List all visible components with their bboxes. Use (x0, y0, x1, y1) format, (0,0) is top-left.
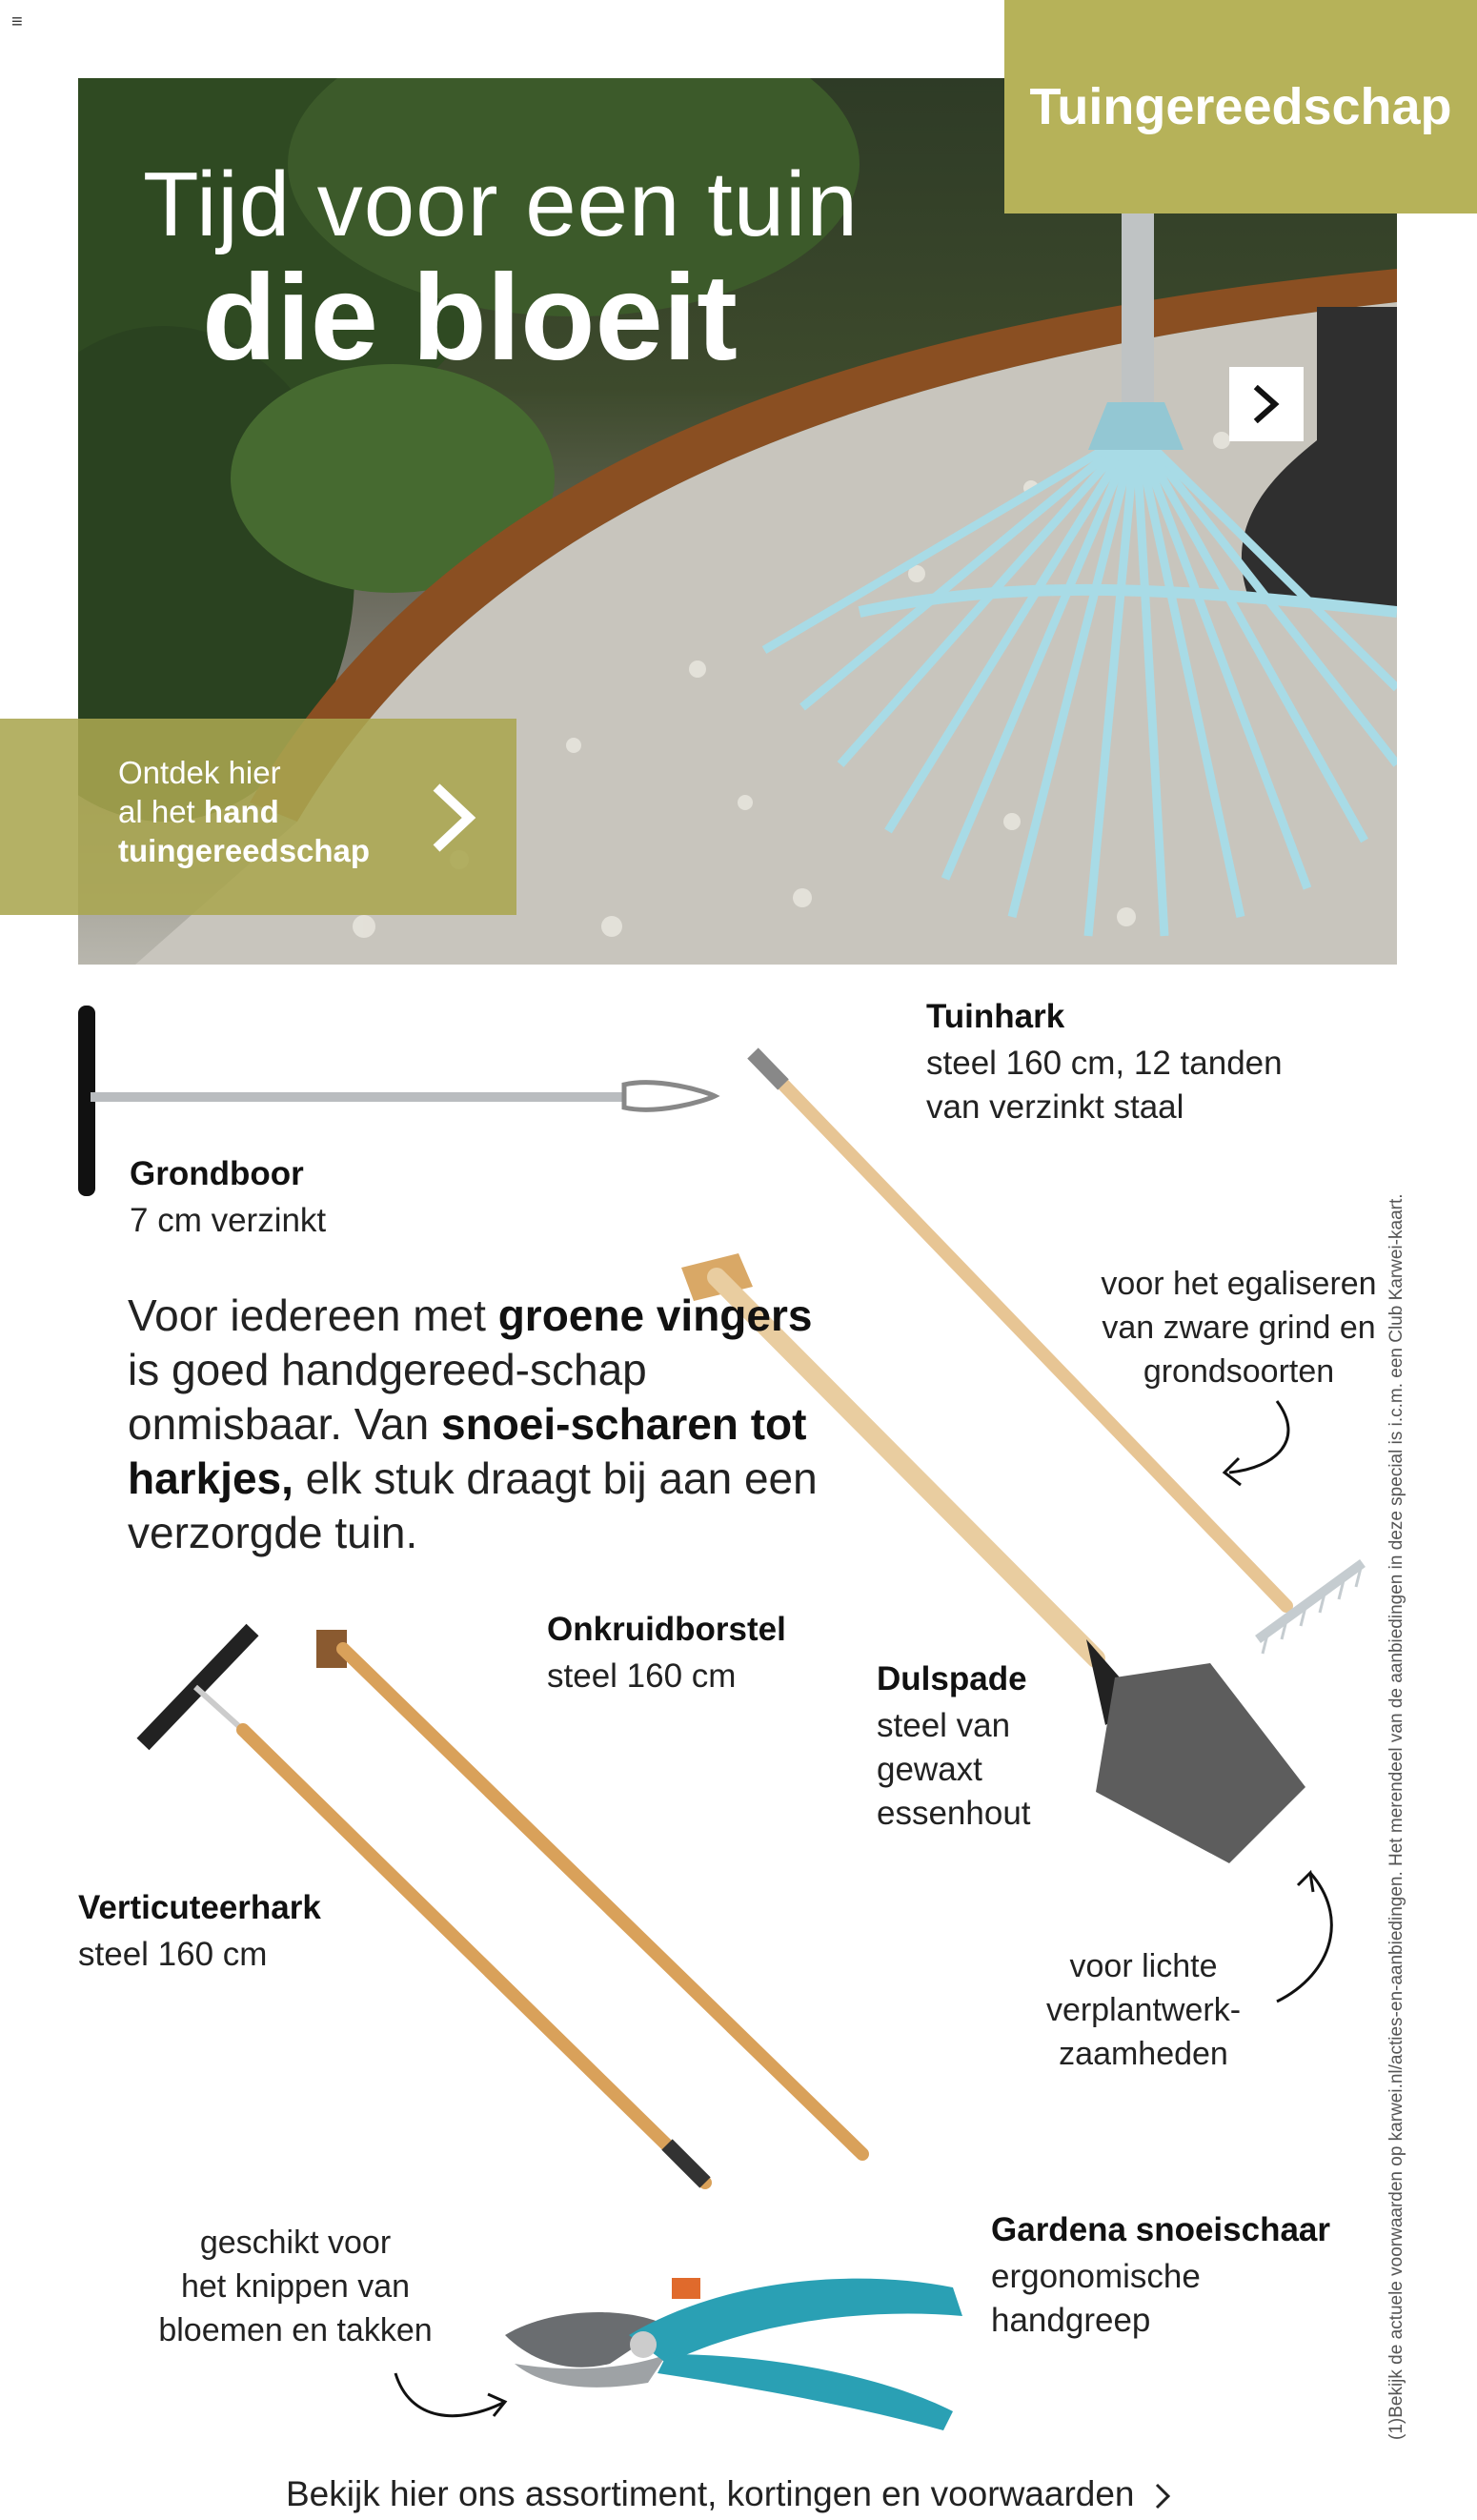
tuinhark-desc-line2: van verzinkt staal (926, 1088, 1184, 1126)
snoeischaar-desc-line2: handgreep (991, 2302, 1151, 2339)
chevron-right-icon (1252, 385, 1281, 423)
snoeischaar-desc-line1: ergonomische (991, 2258, 1201, 2295)
dulspade-desc-line2: gewaxt (877, 1751, 982, 1788)
intro-paragraph: Voor iedereen met groene vingers is goed handgereed-schap onmisbaar. Van snoei-scharen tot harkjes, elk stuk draagt bij aan een verzorgde tuin. (128, 1290, 818, 1557)
chevron-right-icon[interactable] (427, 780, 480, 856)
snoeischaar-note: geschikt voor het knippen van bloemen en takken (158, 2225, 433, 2348)
promo-link[interactable] (118, 753, 423, 870)
promo-line2: al het (118, 794, 204, 829)
dulspade-note: voor lichte verplantwerk- zaamheden (1045, 1948, 1242, 2072)
promo-line3: tuingereedschap (118, 833, 371, 868)
hero-title-line2: die bloeit (202, 250, 738, 386)
tuinhark-note: voor het egaliseren van zware grind en grondsoorten (1101, 1266, 1377, 1390)
onkruidborstel-name: Onkruidborstel (547, 1611, 786, 1648)
snoeischaar-image (505, 2278, 962, 2430)
grondboor-name: Grondboor (130, 1155, 304, 1192)
tuinhark-desc-line1: steel 160 cm, 12 tanden (926, 1045, 1283, 1082)
dulspade-desc-line3: essenhout (877, 1795, 1031, 1832)
category-tag: Tuingereedschap (1004, 0, 1477, 213)
promo-line2-bold: hand (203, 794, 279, 829)
dulspade-name: Dulspade (877, 1660, 1027, 1697)
snoeischaar-name: Gardena snoeischaar (991, 2211, 1330, 2248)
dulspade-desc-line1: steel van (877, 1707, 1011, 1744)
assortiment-link[interactable] (286, 2474, 1173, 2514)
promo-line1: Ontdek hier (118, 755, 281, 790)
disclaimer: (1)Bekijk de actuele voorwaarden op karwei.nl/acties-en-aanbiedingen. Het merendeel van de aanbiedingen in deze special is i.c.m. een Club Karwei-kaart. (1386, 1193, 1406, 2440)
next-slide-button[interactable] (1229, 367, 1304, 441)
verticuteerhark-name: Verticuteerhark (78, 1889, 321, 1926)
hero-title-line1: Tijd voor een tuin (143, 153, 859, 255)
menu-icon[interactable]: ≡ (11, 11, 23, 32)
verticuteerhark-desc: steel 160 cm (78, 1936, 268, 1973)
tuinhark-name: Tuinhark (926, 998, 1065, 1035)
assortiment-link-label: Bekijk hier ons assortiment, kortingen en voorwaarden (286, 2474, 1135, 2513)
tuinhark-note-arrow (1229, 1401, 1288, 1473)
grondboor-desc: 7 cm verzinkt (130, 1202, 327, 1239)
onkruidborstel-desc: steel 160 cm (547, 1657, 737, 1695)
chevron-right-icon (1152, 2482, 1173, 2510)
